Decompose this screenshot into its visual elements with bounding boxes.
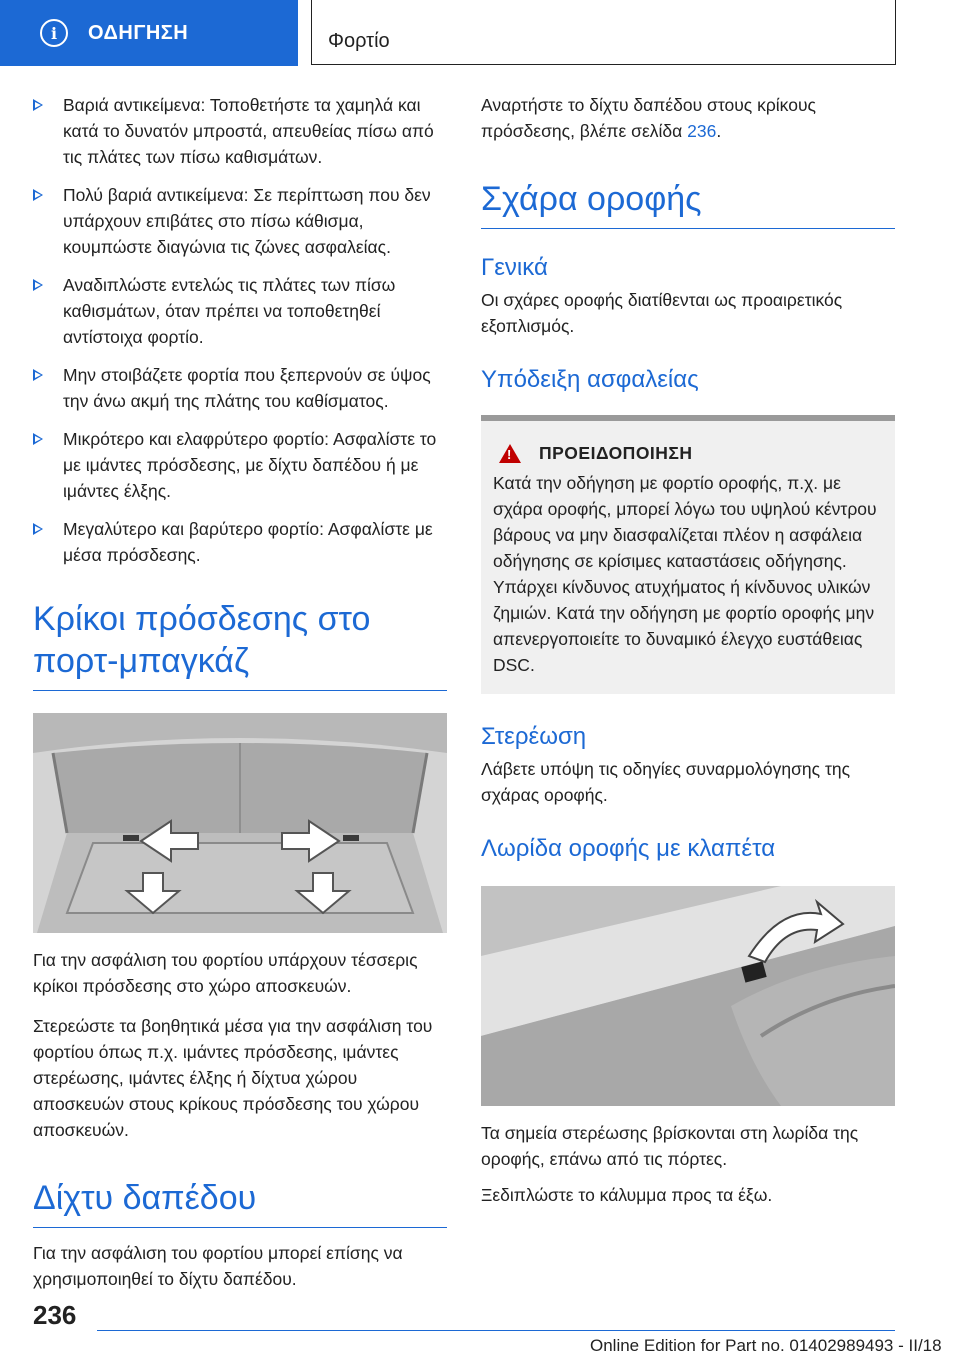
heading-tie-down-rings: Κρίκοι πρόσδεσης στο πορτ-μπαγκάζ xyxy=(33,598,447,691)
info-icon: i xyxy=(40,19,68,47)
list-item: Πολύ βαριά αντικείμενα: Σε περίπτωση που δεν υπάρχουν επιβάτες στο πίσω κάθισμα, κουμπώστε διαγώνια τις ζώνες ασφαλείας. xyxy=(33,182,447,260)
chapter-tab[interactable] xyxy=(311,0,896,65)
heading-roof-rack: Σχάρα οροφής xyxy=(481,178,895,229)
warning-text: Κατά την οδήγηση με φορτίο οροφής, π.χ. με σχάρα οροφής, μπορεί λόγω του υψηλού κέντρου βάρους να μην διασφαλίζεται πλέον η ασφάλεια οδήγησης σε κρίσιμες καταστάσεις οδήγησης. Υπάρχει κίνδυνος ατυχήματος ή κίνδυνος υλικών ζημιών. Κατά την οδήγηση με φορτίο οροφής μην απενεργοποιείτε το δυναμικό έλεγχο ευστάθειας DSC. xyxy=(493,473,877,675)
trunk-photo xyxy=(33,713,447,933)
footer-divider xyxy=(97,1330,895,1331)
triangle-bullet-icon xyxy=(33,189,43,201)
warning-box xyxy=(481,415,895,694)
right-column xyxy=(481,92,895,1208)
general-paragraph: Οι σχάρες οροφής διατίθενται ως προαιρετικός εξοπλισμός. xyxy=(481,290,843,336)
list-item: Μην στοιβάζετε φορτία που ξεπερνούν σε ύψος την άνω ακμή της πλάτης του καθίσματος. xyxy=(33,362,447,414)
subheading-general: Γενικά xyxy=(481,254,548,281)
triangle-bullet-icon xyxy=(33,99,43,111)
warning-header xyxy=(493,443,883,464)
list-item: Αναδιπλώστε εντελώς τις πλάτες των πίσω καθισμάτων, όταν πρέπει να τοποθετηθεί αντίστοιχα φορτίο. xyxy=(33,272,447,350)
roof-strip-illustration xyxy=(481,886,895,1106)
net-paragraph: Για την ασφάλιση του φορτίου μπορεί επίσης να χρησιμοποιηθεί το δίχτυ δαπέδου. xyxy=(33,1243,403,1289)
load-bullet-list xyxy=(33,92,447,568)
list-item: Βαριά αντικείμενα: Τοποθετήστε τα χαμηλά και κατά το δυνατόν μπροστά, απευθείας πίσω από τις πλάτες των πίσω καθισμάτων. xyxy=(33,92,447,170)
triangle-bullet-icon xyxy=(33,369,43,381)
page-link[interactable]: 236 xyxy=(687,121,717,141)
list-item: Μεγαλύτερο και βαρύτερο φορτίο: Ασφαλίστε με μέσα πρόσδεσης. xyxy=(33,516,447,568)
heading-floor-net: Δίχτυ δαπέδου xyxy=(33,1177,447,1228)
strip-paragraph-1: Τα σημεία στερέωσης βρίσκονται στη λωρίδα της οροφής, επάνω από τις πόρτες. xyxy=(481,1123,859,1169)
subheading-mounting: Στερέωση xyxy=(481,723,587,750)
strip-paragraph-2: Ξεδιπλώστε το κάλυμμα προς τα έξω. xyxy=(481,1185,773,1205)
subheading-safety: Υπόδειξη ασφαλείας xyxy=(481,366,699,393)
warning-title: ΠΡΟΕΙΔΟΠΟΙΗΣΗ xyxy=(539,443,693,463)
section-tab[interactable] xyxy=(0,0,298,66)
rings-paragraph-1: Για την ασφάλιση του φορτίου υπάρχουν τέσσερις κρίκοι πρόσδεσης στο χώρο αποσκευών. xyxy=(33,950,418,996)
left-column xyxy=(33,92,447,1292)
section-tab-label: ΟΔΗΓΗΣΗ xyxy=(88,21,189,44)
list-item: Μικρότερο και ελαφρύτερο φορτίο: Ασφαλίστε το με ιμάντες πρόσδεσης, με δίχτυ δαπέδου ή με ιμάντες έλξης. xyxy=(33,426,447,504)
top-bar xyxy=(0,0,960,66)
footer-edition: Online Edition for Part no. 01402989493 - II/18 xyxy=(590,1336,942,1355)
page-number: 236 xyxy=(33,1300,77,1330)
chapter-tab-label: Φορτίο xyxy=(328,30,390,52)
triangle-bullet-icon xyxy=(33,279,43,291)
roof-strip-photo xyxy=(481,886,895,1106)
trunk-illustration xyxy=(33,713,447,933)
mounting-paragraph: Λάβετε υπόψη τις οδηγίες συναρμολόγησης της σχάρας οροφής. xyxy=(481,759,851,805)
triangle-bullet-icon xyxy=(33,433,43,445)
warning-triangle-icon xyxy=(499,444,521,463)
rings-paragraph-2: Στερεώστε τα βοηθητικά μέσα για την ασφάλιση του φορτίου όπως π.χ. ιμάντες πρόσδεσης, ιμάντες στερέωσης, ιμάντες έλξης ή δίχτυα χώρου αποσκευών στους κρίκους πρόσδεσης του χώρου αποσκευών. xyxy=(33,1016,433,1140)
intro-paragraph: Αναρτήστε το δίχτυ δαπέδου στους κρίκους πρόσδεσης, βλέπε σελίδα 236. xyxy=(481,95,816,141)
subheading-roof-strip: Λωρίδα οροφής με κλαπέτα xyxy=(481,835,776,862)
triangle-bullet-icon xyxy=(33,523,43,535)
